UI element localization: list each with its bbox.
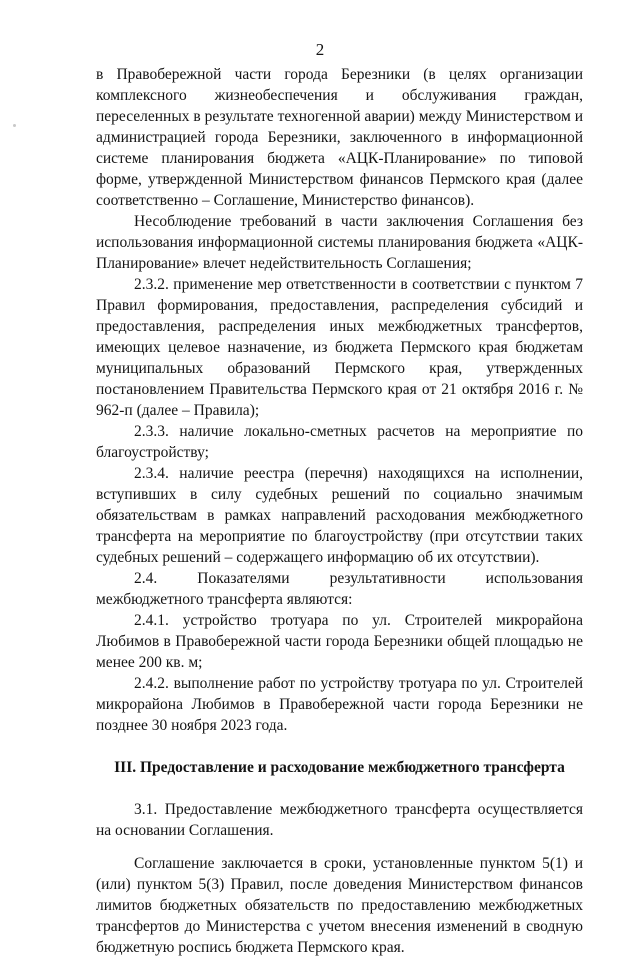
paragraph-2-3-3: 2.3.3. наличие локально-сметных расчетов на мероприятие по благоустройству;	[96, 423, 583, 461]
paragraph-2-4-2: 2.4.2. выполнение работ по устройству тротуара по ул. Строителей микрорайона Любимов в Правобережной части города Березники не позднее 30 ноября 2023 года.	[96, 675, 583, 734]
paragraph-continuation: в Правобережной части города Березники (в целях организации комплексного жизнеобеспечения и обслуживания граждан, переселенных в результате техногенной аварии) между Министерством и администрацией города Березники, заключенного в информационной системе планирования бюджета «АЦК-Планирование» по типовой форме, утвержденной Министерством финансов Пермского края (далее соответственно – Соглашение, Министерство финансов).	[96, 66, 583, 209]
paragraph-2-4: 2.4. Показателями результативности использования межбюджетного трансферта являются:	[96, 570, 583, 608]
paragraph-3-1: 3.1. Предоставление межбюджетного трансферта осуществляется на основании Соглашения.	[96, 801, 583, 839]
paragraph-agreement-terms: Соглашение заключается в сроки, установленные пунктом 5(1) и (или) пунктом 5(3) Правил, после доведения Министерством финансов лимитов бюджетных обязательств по предоставлению межбюджетных трансфертов до Министерства с учетом внесения изменений в сводную бюджетную роспись бюджета Пермского края.	[96, 855, 583, 956]
scan-dot	[13, 124, 16, 127]
page-number: 2	[315, 40, 325, 59]
document-body	[96, 64, 583, 958]
paragraph-noncompliance: Несоблюдение требований в части заключения Соглашения без использования информационной системы планирования бюджета «АЦК-Планирование» влечет недействительность Соглашения;	[96, 213, 583, 272]
paragraph-2-3-2: 2.3.2. применение мер ответственности в соответствии с пунктом 7 Правил формирования, предоставления, распределения субсидий и предоставления, распределения иных межбюджетных трансфертов, имеющих целевое назначение, из бюджета Пермского края бюджетам муниципальных образований Пермского края, утвержденных постановлением Правительства Пермского края от 21 октября 2016 г. № 962-п (далее – Правила);	[96, 276, 583, 419]
section-heading: III. Предоставление и расходование межбюджетного трансферта	[114, 759, 565, 776]
paragraph-2-3-4: 2.3.4. наличие реестра (перечня) находящихся на исполнении, вступивших в силу судебных решений по социально значимым обязательствам в рамках направлений расходования межбюджетного трансферта на мероприятие по благоустройству (при отсутствии таких судебных решений – содержащего информацию об их отсутствии).	[96, 465, 583, 566]
paragraph-2-4-1: 2.4.1. устройство тротуара по ул. Строителей микрорайона Любимов в Правобережной части города Березники общей площадью не менее 200 кв. м;	[96, 612, 583, 671]
